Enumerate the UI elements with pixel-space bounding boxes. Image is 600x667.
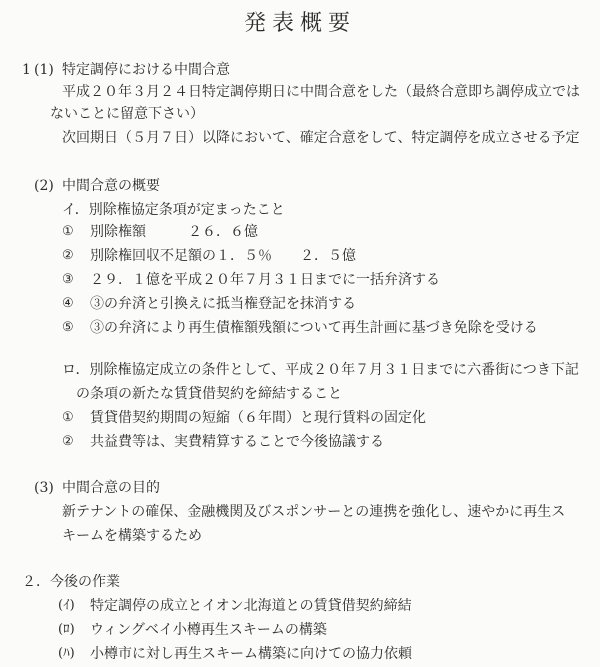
list-item-marker: (ﾛ)	[58, 622, 75, 637]
section-1-3-text-line: 新テナントの確保、金融機関及びスポンサーとの連携を強化し、速やかに再生ス	[62, 504, 566, 520]
list-item-marker: ③	[62, 272, 74, 287]
list-item-text: ウィングベイ小樽再生スキームの構築	[90, 622, 327, 638]
list-item-text: ２９．１億を平成２０年７月３１日までに一括弁済する	[90, 272, 440, 288]
section-1-3-label: (3)	[34, 480, 54, 496]
list-item-marker: ②	[62, 434, 74, 449]
list-item-marker: ④	[62, 296, 74, 311]
section-1-2-heading: 中間合意の概要	[62, 178, 160, 194]
section-1-1-paragraph-line: 平成２０年３月２４日特定調停期日に中間合意をした（最終合意即ち調停成立では	[62, 84, 580, 100]
subsection-ro-line: の条項の新たな賃貸借契約を締結すること	[76, 386, 342, 402]
list-item-text: 賃貸借契約期間の短縮（６年間）と現行賃料の固定化	[90, 410, 426, 426]
list-item-text: ③の弁済と引換えに抵当権登記を抹消する	[90, 296, 356, 312]
list-item-marker: ①	[62, 224, 74, 239]
list-item-text: 別除権回収不足額の１．５％ ２．５億	[90, 248, 356, 264]
list-item-marker: ②	[62, 248, 74, 263]
list-item-text: ③の弁済により再生債権額残額について再生計画に基づき免除を受ける	[90, 320, 538, 336]
subsection-ro-line: ロ．別除権協定成立の条件として、平成２０年７月３１日までに六番街につき下記	[62, 362, 579, 378]
list-item-marker: ①	[62, 410, 74, 425]
section-1-number: 1	[22, 62, 31, 78]
section-2-heading: ２．今後の作業	[22, 574, 120, 590]
section-1-3-text-line: キームを構築するため	[62, 528, 202, 544]
section-1-1-heading: 特定調停における中間合意	[62, 62, 230, 78]
list-item-marker: (ﾊ)	[58, 646, 75, 661]
list-item-text: 共益費等は、実費精算することで今後協議する	[90, 434, 384, 450]
list-item-marker: (ｲ)	[58, 598, 75, 613]
section-1-1-label: (1)	[34, 62, 54, 78]
list-item-marker: ⑤	[62, 320, 74, 335]
subsection-i-heading: イ．別除権協定条項が定まったこと	[62, 202, 285, 218]
section-1-1-paragraph-line: ないことに留意下さい）	[50, 106, 204, 122]
list-item-text: 特定調停の成立とイオン北海道との賃貸借契約締結	[90, 598, 412, 614]
section-1-2-label: (2)	[34, 178, 54, 194]
section-1-3-heading: 中間合意の目的	[62, 480, 160, 496]
section-1-1-paragraph: 次回期日（５月７日）以降において、確定合意をして、特定調停を成立させる予定	[62, 130, 580, 146]
list-item-text: 別除権額 ２６．６億	[90, 224, 258, 240]
list-item-text: 小樽市に対し再生スキーム構築に向けての協力依頼	[90, 646, 412, 662]
document-title: 発表概要	[243, 11, 356, 36]
